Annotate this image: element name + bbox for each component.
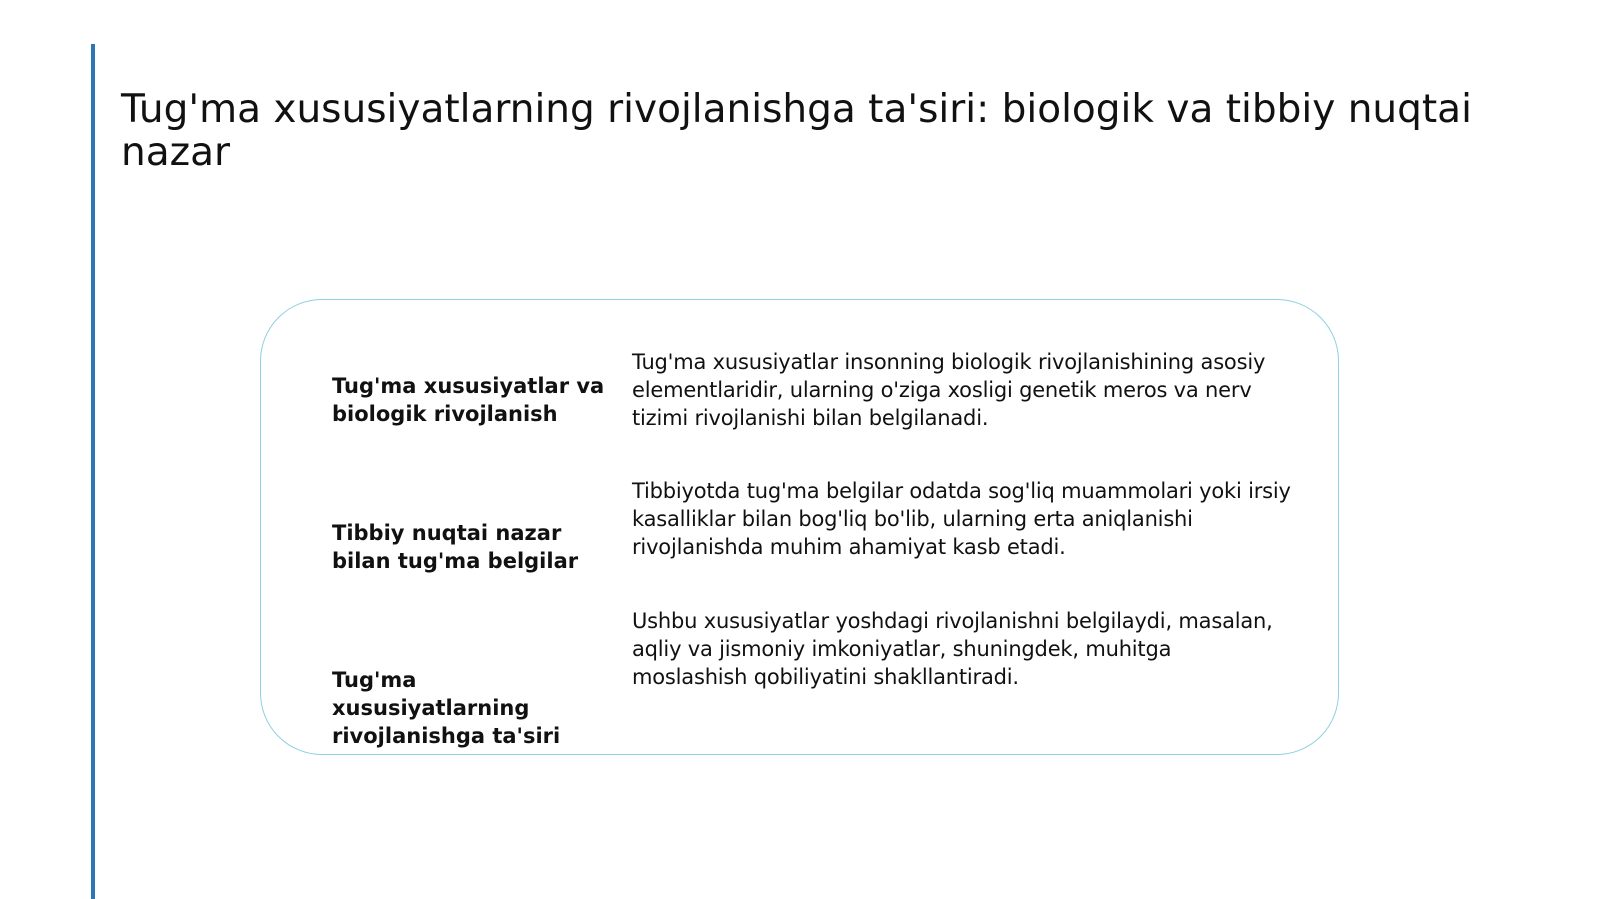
slide-title: Tug'ma xususiyatlarning rivojlanishga ta'siri: biologik va tibbiy nuqtai nazar	[121, 87, 1472, 175]
row-heading-biological: Tug'ma xususiyatlar va biologik rivojlanish	[332, 374, 605, 426]
row-text-medical: Tibbiyotda tug'ma belgilar odatda sog'liq muammolari yoki irsiy kasalliklar bilan bog'liq bo'lib, ularning erta aniqlanishi rivojlanishda muhim ahamiyat kasb etadi.	[632, 479, 1291, 559]
row-heading-medical: Tibbiy nuqtai nazar bilan tug'ma belgilar	[332, 521, 579, 573]
row-text-biological: Tug'ma xususiyatlar insonning biologik rivojlanishining asosiy elementlaridir, ularning o'ziga xosligi genetik meros va nerv tizimi rivojlanishi bilan belgilanadi.	[632, 350, 1266, 430]
row-heading-development: Tug'ma xususiyatlarning rivojlanishga ta'siri	[332, 668, 561, 748]
accent-bar	[91, 44, 95, 899]
row-text-development: Ushbu xususiyatlar yoshdagi rivojlanishni belgilaydi, masalan, aqliy va jismoniy imkoniyatlar, shuningdek, muhitga moslashish qobiliyatini shakllantiradi.	[632, 609, 1273, 689]
